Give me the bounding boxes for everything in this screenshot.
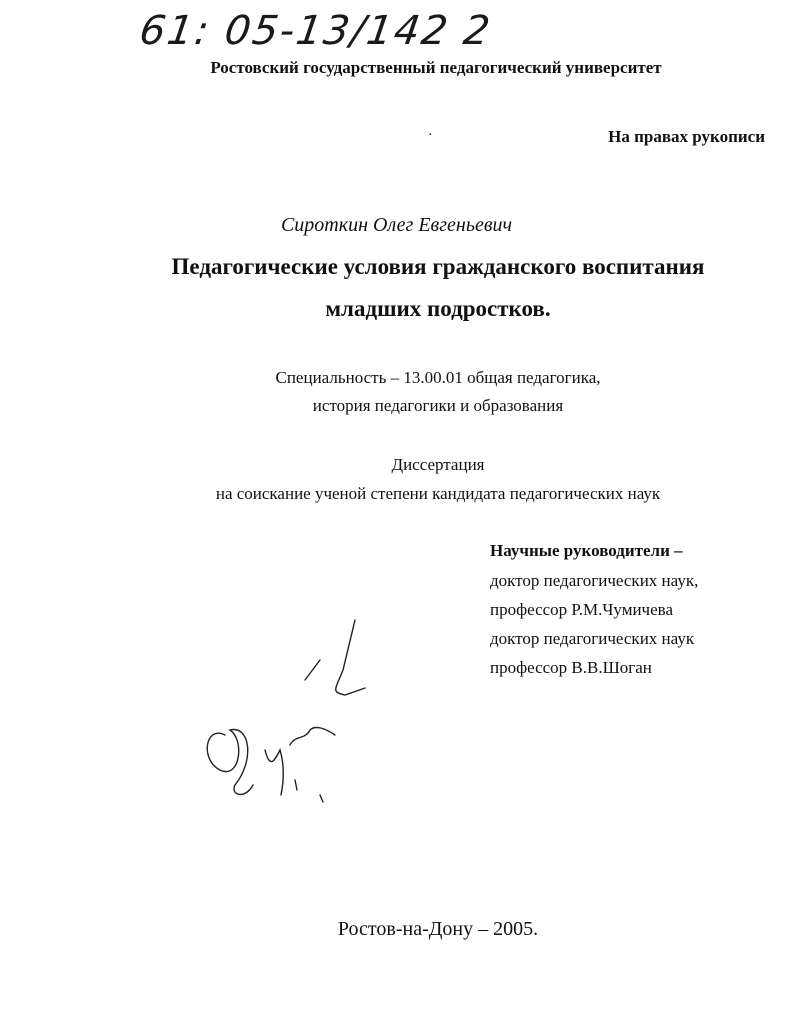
signature-stroke-5 bbox=[290, 728, 335, 745]
thesis-title-line-2: младших подростков. bbox=[325, 296, 551, 321]
specialty-line-1: Специальность – 13.00.01 общая педагогика, bbox=[275, 368, 601, 387]
signature-stroke-7 bbox=[320, 795, 323, 802]
stray-mark: · bbox=[428, 128, 433, 143]
handwritten-signature bbox=[195, 610, 385, 810]
supervisor-line: профессор Р.М.Чумичева bbox=[490, 600, 673, 619]
author-name: Сироткин Олег Евгеньевич bbox=[280, 214, 513, 236]
signature-stroke-6 bbox=[295, 780, 297, 790]
supervisor-line: доктор педагогических наук bbox=[490, 629, 695, 648]
city-and-year: Ростов-на-Дону – 2005. bbox=[337, 918, 539, 940]
specialty-line-2: история педагогики и образования bbox=[312, 396, 564, 415]
signature-stroke-1 bbox=[336, 620, 365, 695]
signature-stroke-4 bbox=[265, 750, 283, 795]
archive-code-handwritten: 61: 05-13/142 2 bbox=[136, 8, 495, 54]
university-name: Ростовский государственный педагогический университет bbox=[210, 58, 662, 77]
supervisor-line: доктор педагогических наук, bbox=[490, 571, 699, 590]
degree-statement: на соискание ученой степени кандидата педагогических наук bbox=[215, 484, 661, 503]
supervisors-heading: Научные руководители – bbox=[490, 541, 683, 560]
signature-stroke-3 bbox=[207, 730, 253, 795]
dissertation-label: Диссертация bbox=[391, 455, 485, 474]
thesis-title-line-1: Педагогические условия гражданского воспитания bbox=[171, 254, 705, 279]
signature-stroke-2 bbox=[305, 660, 320, 680]
manuscript-rights-note: На правах рукописи bbox=[608, 127, 765, 146]
supervisor-line: профессор В.В.Шоган bbox=[490, 658, 652, 677]
